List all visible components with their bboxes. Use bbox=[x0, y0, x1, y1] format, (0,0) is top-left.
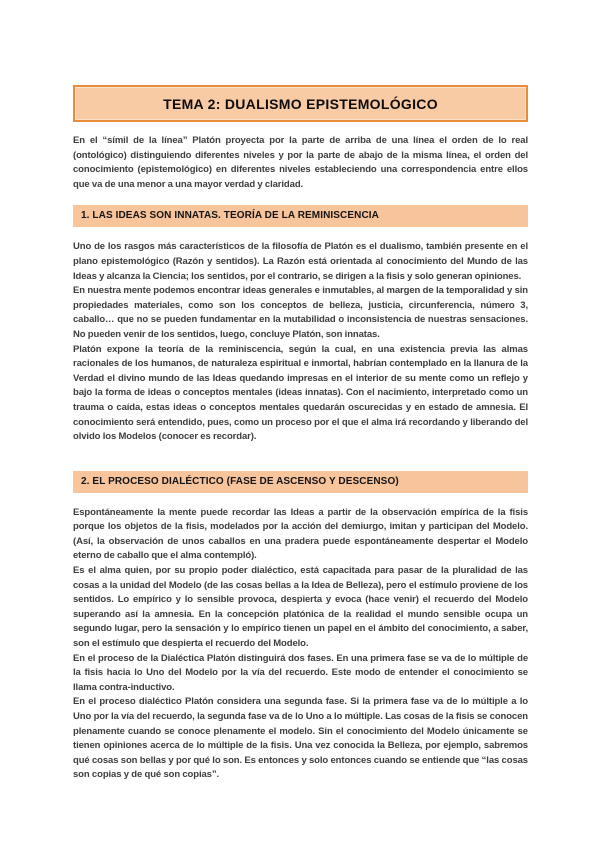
section-2-paragraph-2: Es el alma quien, por su propio poder dialéctico, está capacitada para pasar de la pluralidad de las cosas a la unidad del Modelo (de las cosas bellas a la Idea de Belleza), pero el estímulo proviene de los sentidos. Lo empírico y lo sensible provoca, despierta y evoca (hace venir) el recuerdo del Modelo superando así la amnesia. En la concepción platónica de la realidad el mundo sensible ocupa un segundo lugar, pero la sensación y lo empírico tienen un papel en el ámbito del conocimiento, a saber, son el estímulo que despierta el recuerdo del Modelo. bbox=[73, 565, 528, 650]
section-1-paragraph-2: En nuestra mente podemos encontrar ideas generales e inmutables, al margen de la temporalidad y sin propiedades materiales, como son los conceptos de belleza, justicia, circunferencia, número 3, caballo… que no se pueden fundamentar en la mutabilidad o inconsistencia de nuestras sensaciones. No pueden venir de los sentidos, luego, concluye Platón, son innatas. bbox=[73, 285, 528, 340]
section-2-paragraph-1: Espontáneamente la mente puede recordar las Ideas a partir de la observación empírica de la fisis porque los objetos de la fisis, modelados por la acción del demiurgo, imitan y participan del Modelo. (Así, la observación de unos caballos en una pradera puede espontáneamente despertar el Modelo eterno de caballo que el alma contempló). bbox=[73, 506, 528, 562]
page-title: TEMA 2: DUALISMO EPISTEMOLÓGICO bbox=[163, 95, 438, 112]
section-2-paragraph-3: En el proceso de la Dialéctica Platón distinguirá dos fases. En una primera fase se va de lo múltiple de la fisis hacia lo Uno del Modelo por la vía del recuerdo. Este modo de entender el conocimiento se llama contra-inductivo. bbox=[73, 652, 528, 693]
intro-paragraph: En el “símil de la línea” Platón proyecta por la parte de arriba de una línea el orden de lo real (ontológico) distinguiendo diferentes niveles y por la parte de abajo de la misma línea, el orden del conocimiento (epistemológico) en diferentes niveles estableciendo una correspondencia entre ellos que va de una menor a una mayor verdad y claridad. bbox=[73, 135, 528, 190]
section-2-heading: 2. EL PROCESO DIALÉCTICO (FASE DE ASCENSO Y DESCENSO) bbox=[81, 475, 399, 487]
section-1-paragraph-3: Platón expone la teoría de la reminiscencia, según la cual, en una existencia previa las almas racionales de los humanos, de naturaleza espiritual e inmortal, habrían contemplado en la llanura de la Verdad el divino mundo de las Ideas quedando impresas en el interior de su mente como un reflejo y bajo la forma de ideas o conceptos mentales (ideas innatas). Con el nacimiento, interpretado como un trauma o caída, estas ideas o conceptos mentales quedarán oscurecidas y en estado de amnesia. El conocimiento será entendido, pues, como un proceso por el que el alma irá recordando y liberando del olvido los Modelos (conocer es recordar). bbox=[73, 343, 528, 443]
section-2-body bbox=[73, 506, 528, 783]
section-ideas-innatas bbox=[73, 205, 528, 444]
section-1-paragraph-1: Uno de los rasgos más característicos de la filosofía de Platón es el dualismo, también presente en el plano epistemológico (Razón y sentidos). La Razón está orientada al conocimiento del Mundo de las Ideas y alcanza la Ciencia; los sentidos, por el contrario, se dirigen a la fisis y solo generan opiniones. bbox=[73, 241, 528, 282]
section-2-paragraph-4: En el proceso dialéctico Platón considera una segunda fase. Si la primera fase va de lo múltiple a lo Uno por la vía del recuerdo, la segunda fase va de lo Uno a lo múltiple. Las cosas de la fisis se conocen plenamente cuando se conoce plenamente el modelo. Sin el conocimiento del Modelo únicamente se tienen opiniones acerca de lo múltiple de la fisis. Una vez conocida la Belleza, por ejemplo, sabremos qué cosas son bellas y por qué lo son. Es entonces y solo entonces cuando se entiende que “las cosas son copias y de qué son copias”. bbox=[73, 696, 528, 781]
section-1-body bbox=[73, 240, 528, 444]
section-1-heading: 1. LAS IDEAS SON INNATAS. TEORÍA DE LA REMINISCENCIA bbox=[81, 210, 379, 222]
title-box bbox=[73, 85, 528, 122]
section-1-heading-band bbox=[73, 205, 528, 227]
section-proceso-dialectico bbox=[73, 471, 528, 783]
section-2-heading-band bbox=[73, 471, 528, 493]
